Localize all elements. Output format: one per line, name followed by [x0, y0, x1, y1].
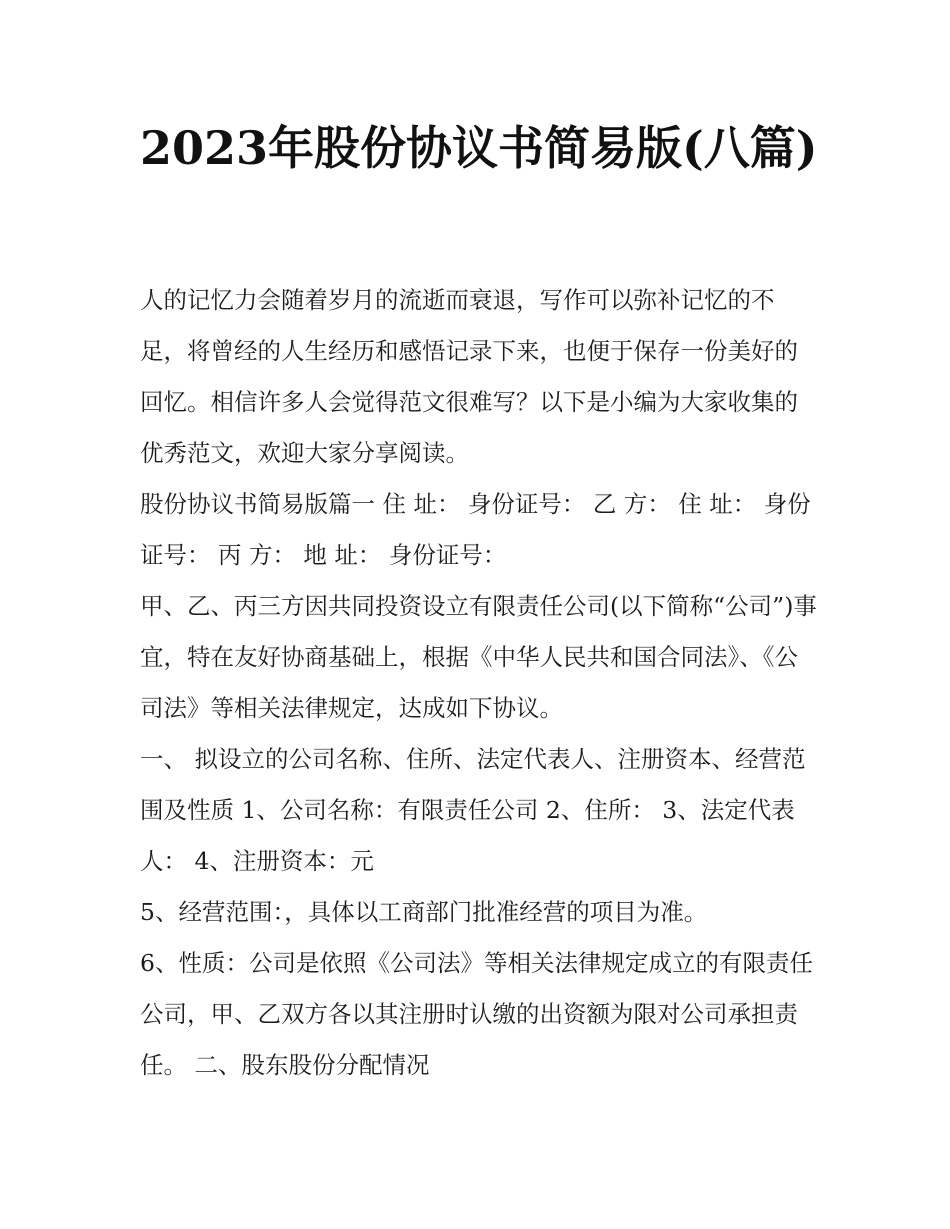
paragraph-intro: 人的记忆力会随着岁月的流逝而衰退，写作可以弥补记忆的不足，将曾经的人生经历和感悟记录下来，也便于保存一份美好的回忆。相信许多人会觉得范文很难写？以下是小编为大家收集的优秀范文，欢迎大家分享阅读。 [140, 286, 798, 467]
paragraph-parties: 股份协议书简易版篇一 住 址： 身份证号： 乙 方： 住 址： 身份证号： 丙 方： 地 址： 身份证号： [140, 490, 811, 569]
paragraph-nature: 6、性质：公司是依照《公司法》等相关法律规定成立的有限责任公司，甲、乙双方各以其注册时认缴的出资额为限对公司承担责任。 二、股东股份分配情况 [140, 949, 813, 1079]
paragraph-section-one: 一、 拟设立的公司名称、住所、法定代表人、注册资本、经营范围及性质 1、公司名称：有限责任公司 2、住所： 3、法定代表人： 4、注册资本：元 [140, 745, 806, 875]
paragraph-business-scope: 5、经营范围：，具体以工商部门批准经营的项目为准。 [140, 898, 708, 926]
document-body [140, 275, 820, 1091]
document-title: 2023年股份协议书简易版(八篇) [140, 121, 818, 175]
paragraph-preamble: 甲、乙、丙三方因共同投资设立有限责任公司(以下简称“公司”)事宜，特在友好协商基础上，根据《中华人民共和国合同法》、《公司法》等相关法律规定，达成如下协议。 [140, 592, 817, 722]
